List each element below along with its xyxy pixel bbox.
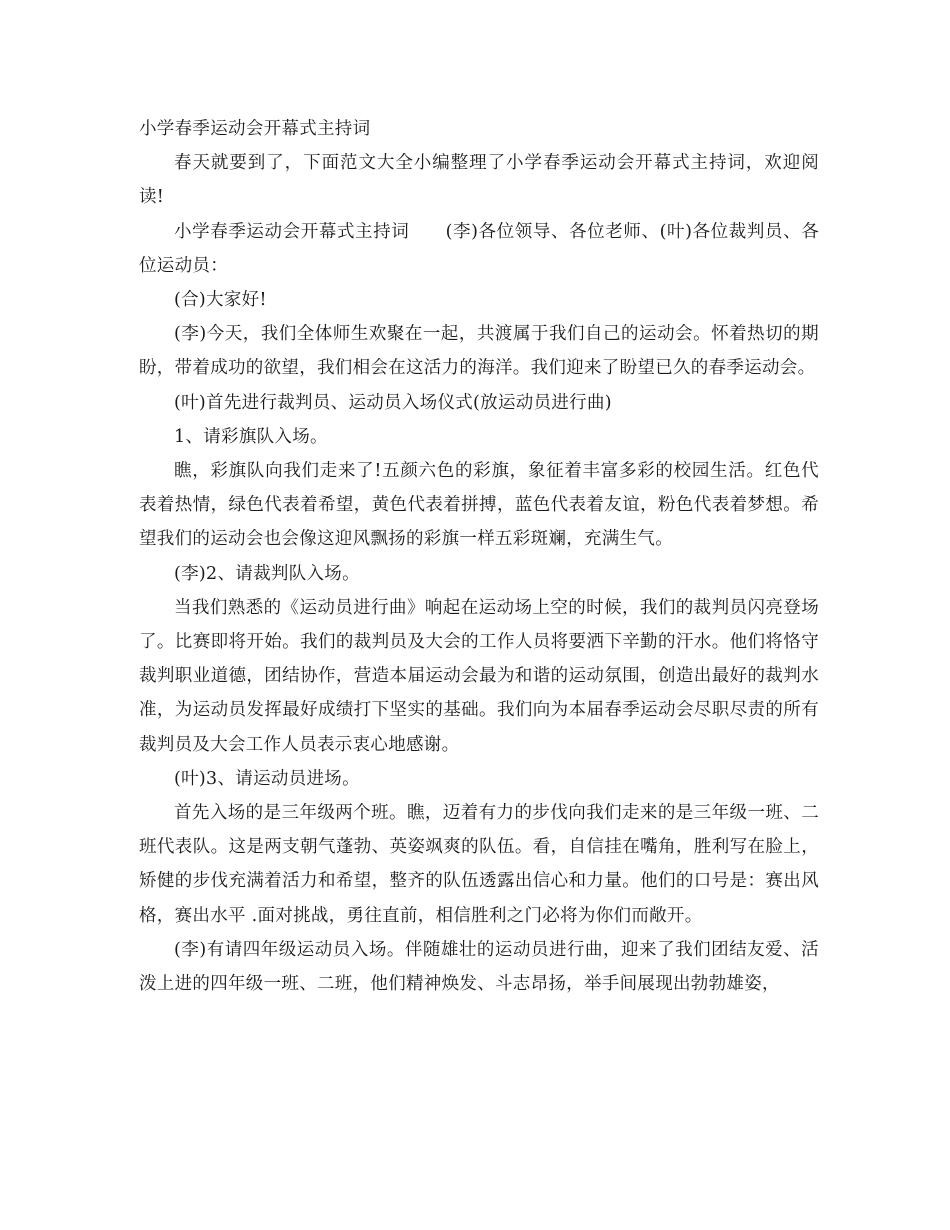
paragraph-flag-team: 瞧，彩旗队向我们走来了!五颜六色的彩旗，象征着丰富多彩的校园生活。红色代表着热情，绿色代表着希望，黄色代表着拼搏，蓝色代表着友谊，粉色代表着梦想。希望我们的运动会也会像这迎风飘扬的彩旗一样五彩斑斓，充满生气。 [139, 461, 819, 550]
paragraph-athlete-call: (叶)3、请运动员进场。 [174, 768, 360, 789]
paragraph-referees: 当我们熟悉的《运动员进行曲》响起在运动场上空的时候，我们的裁判员闪亮登场了。比赛即将开始。我们的裁判员及大会的工作人员将要洒下辛勤的汗水。他们将恪守裁判职业道德，团结协作，营造本届运动会最为和谐的运动氛围，创造出最好的裁判水准，为运动员发挥最好成绩打下坚实的基础。我们向为本届春季运动会尽职尽责的所有裁判员及大会工作人员表示衷心地感谢。 [139, 597, 819, 755]
paragraph-intro: 春天就要到了，下面范文大全小编整理了小学春季运动会开幕式主持词，欢迎阅读! [139, 153, 819, 208]
paragraph-entrance-ceremony: (叶)首先进行裁判员、运动员入场仪式(放运动员进行曲) [174, 392, 612, 413]
paragraph-opening: (李)今天，我们全体师生欢聚在一起，共渡属于我们自己的运动会。怀着热切的期盼，带着成功的欲望，我们相会在这活力的海洋。我们迎来了盼望已久的春季运动会。 [139, 324, 819, 379]
paragraph-grade-four: (李)有请四年级运动员入场。伴随雄壮的运动员进行曲，迎来了我们团结友爱、活泼上进的四年级一班、二班，他们精神焕发、斗志昂扬，举手间展现出勃勃雄姿， [139, 939, 819, 995]
document-body [139, 112, 819, 1001]
paragraph-hello: (合)大家好! [174, 290, 267, 311]
document-title: 小学春季运动会开幕式主持词 [139, 119, 371, 139]
paragraph-greeting: 小学春季运动会开幕式主持词 (李)各位领导、各位老师、(叶)各位裁判员、各位运动员： [139, 221, 819, 276]
paragraph-referee-call: (李)2、请裁判队入场。 [174, 563, 360, 584]
paragraph-grade-three: 首先入场的是三年级两个班。瞧，迈着有力的步伐向我们走来的是三年级一班、二班代表队。这是两支朝气蓬勃、英姿飒爽的队伍。看，自信挂在嘴角，胜利写在脸上，矫健的步伐充满着活力和希望，整齐的队伍透露出信心和力量。他们的口号是：赛出风格，赛出水平 .面对挑战，勇往直前，相信胜利之门必将为你们而敞开。 [139, 803, 819, 926]
paragraph-flag-team-call: 1、请彩旗队入场。 [174, 426, 328, 447]
